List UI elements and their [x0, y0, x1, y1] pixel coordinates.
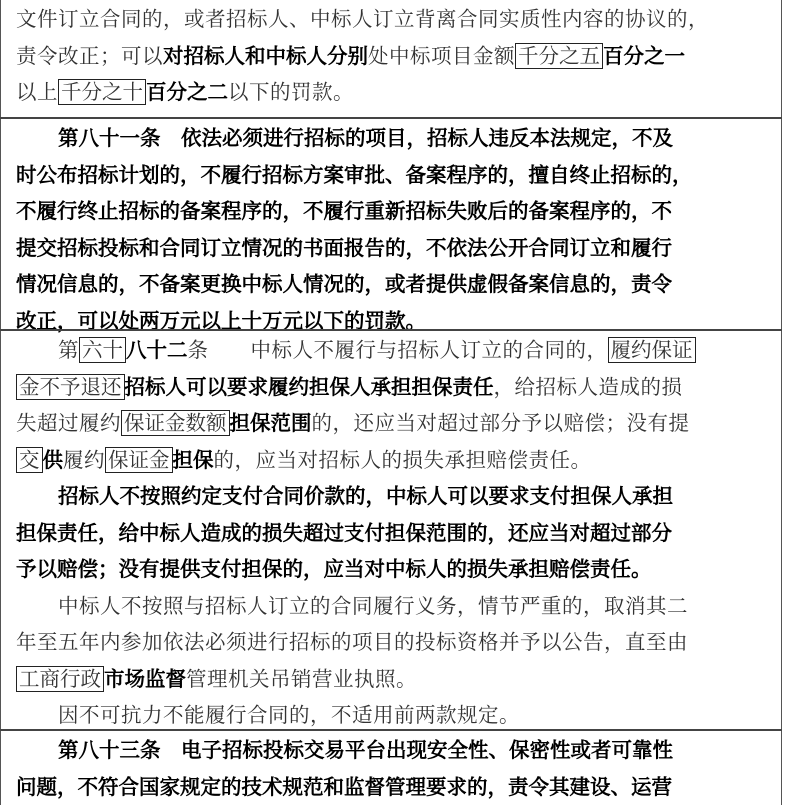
- text-line: [16, 332, 769, 369]
- text-line: 情况信息的，不备案更换中标人情况的，或者提供虚假备案信息的，责令: [16, 272, 672, 296]
- added-text: 招标人可以要求履约担保人承担担保责任: [124, 374, 494, 399]
- text-line: 改正，可以处两万元以上十万元以下的罚款。: [16, 308, 426, 333]
- struck-box: 金不予退还: [16, 374, 125, 400]
- text-line: 担保责任，给中标人造成的损失超过支付担保范围的，还应当对超过部分: [16, 520, 672, 545]
- struck-box: 千分之十: [58, 79, 146, 105]
- text-line: 因不可抗力不能履行合同的，不适用前两款规定。: [58, 703, 520, 727]
- text-line: 年至五年内参加依法必须进行招标的项目的投标资格并予以公告，直至由: [16, 630, 688, 654]
- text-line: 提交招标投标和合同订立情况的书面报告的，不依法公开合同订立和履行: [16, 235, 672, 260]
- added-text: 供: [42, 447, 63, 472]
- text-line: 问题，不符合国家规定的技术规范和监督管理要求的，责令其建设、运营: [16, 774, 672, 799]
- text-line: [16, 661, 769, 698]
- plain-text: 履约: [63, 447, 105, 472]
- struck-box: 千分之五: [515, 43, 603, 69]
- plain-text: 的，应当对招标人的损失承担赔偿责任。: [213, 447, 592, 472]
- struck-box: 履约保证: [608, 337, 696, 363]
- added-text: 百分之一: [603, 43, 685, 68]
- plain-text: 的，还应当对超过部分予以赔偿；没有提: [311, 411, 690, 435]
- added-text: 市场监督: [104, 666, 186, 691]
- text-line: 第八十三条 电子招标投标交易平台出现安全性、保密性或者可靠性: [58, 738, 673, 762]
- text-line: 时公布招标计划的，不履行招标方案审批、备案程序的，擅自终止招标的，: [16, 162, 693, 187]
- text-line: [16, 369, 769, 406]
- struck-box: 交: [16, 447, 43, 473]
- added-text: 对招标人和中标人分别: [163, 43, 368, 68]
- article-81: [0, 119, 782, 333]
- deleted-text: 责令改正；可以: [16, 43, 163, 68]
- text-line: 文件订立合同的，或者招标人、中标人订立背离合同实质性内容的协议的，: [16, 7, 709, 31]
- text-line: [16, 38, 769, 75]
- article-80-tail: [0, 0, 782, 117]
- added-text: 担保: [172, 447, 214, 472]
- text-line: [16, 442, 769, 479]
- plain-text: 第: [58, 338, 79, 362]
- added-text: 八十二: [126, 338, 188, 362]
- struck-box: 保证金: [105, 447, 173, 473]
- plain-text: 管理机关吊销营业执照。: [186, 666, 417, 691]
- struck-box: 六十: [79, 337, 126, 363]
- deleted-text: 处中标项目金额: [368, 43, 515, 68]
- plain-text: 失超过履约: [16, 411, 121, 435]
- added-text: 百分之二: [146, 80, 228, 104]
- text-line: 予以赔偿；没有提供支付担保的，应当对中标人的损失承担赔偿责任。: [16, 557, 652, 581]
- added-text: 担保范围: [229, 411, 312, 435]
- text-line: 招标人不按照约定支付合同价款的，中标人可以要求支付担保人承担: [58, 484, 673, 508]
- plain-text: ，给招标人造成的损: [493, 374, 683, 399]
- plain-text: 条 中标人不履行与招标人订立的合同的，: [187, 338, 608, 362]
- text-line: 不履行终止招标的备案程序的，不履行重新招标失败后的备案程序的，不: [16, 199, 672, 223]
- article-83: [0, 731, 782, 805]
- text-line: [16, 74, 769, 111]
- text-line: 中标人不按照与招标人订立的合同履行义务，情节严重的，取消其二: [58, 593, 688, 618]
- struck-box: 工商行政: [16, 666, 104, 692]
- plain-text: 以下的罚款。: [228, 80, 354, 104]
- struck-box: 保证金数额: [121, 410, 230, 436]
- plain-text: 以上: [16, 80, 58, 104]
- article-82: [0, 331, 782, 729]
- text-line: [16, 405, 769, 442]
- text-line: 第八十一条 依法必须进行招标的项目，招标人违反本法规定，不及: [58, 126, 673, 150]
